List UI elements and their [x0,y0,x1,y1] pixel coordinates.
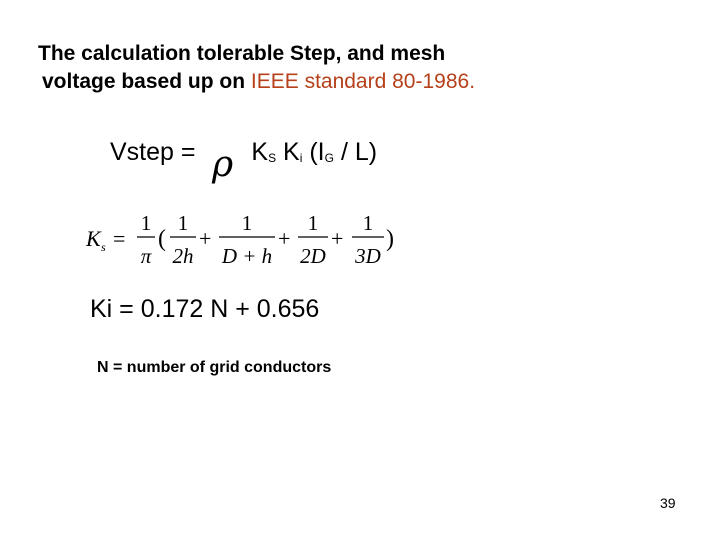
vstep-lhs: Vstep = [110,138,196,166]
ks-formula-lhs-sub: s [101,240,106,254]
fraction-2-numerator: 1 [177,211,189,235]
title-line-1: The calculation tolerable Step, and mesh [38,42,446,65]
ks-letter: K [251,138,269,166]
ks-subscript: S [268,151,277,165]
ki-term [283,138,302,166]
right-paren: ) [386,226,394,252]
plus-2: + [278,226,291,251]
page-number: 39 [660,495,676,511]
ig-term [309,138,334,166]
denominator-2d: 2D [300,244,326,268]
ig-subscript: G [324,151,334,165]
ki-subscript: i [299,151,303,165]
ki-equation: Ki = 0.172 N + 0.656 [90,295,320,323]
ig-open: (I [309,138,325,166]
n-definition-note: N = number of grid conductors [97,359,332,376]
ieee-standard-text: IEEE standard 80-1986. [250,70,476,93]
ig-tail: / L) [340,138,378,166]
ki-letter: K [283,138,300,166]
ks-term [251,138,276,166]
fraction-4-numerator: 1 [307,211,319,235]
plus-1: + [199,226,212,251]
fraction-5-numerator: 1 [362,211,374,235]
fraction-3-numerator: 1 [241,211,253,235]
plus-3: + [331,226,344,251]
rho-symbol: ρ [212,144,234,185]
denominator-d-plus-h: D + h [221,244,273,268]
denominator-2h: 2h [172,244,194,268]
pi-denominator: π [140,244,152,268]
denominator-3d: 3D [355,244,381,268]
left-paren: ( [158,226,166,252]
step-voltage-equation [110,138,377,167]
title-line-2-prefix: voltage based up on [42,70,251,93]
title-line-2 [38,68,598,96]
ks-formula [86,206,396,272]
ks-formula-equals: = [113,226,126,251]
slide-title [38,40,598,96]
ks-formula-lhs: K [86,226,101,251]
fraction-1-numerator: 1 [140,211,152,235]
